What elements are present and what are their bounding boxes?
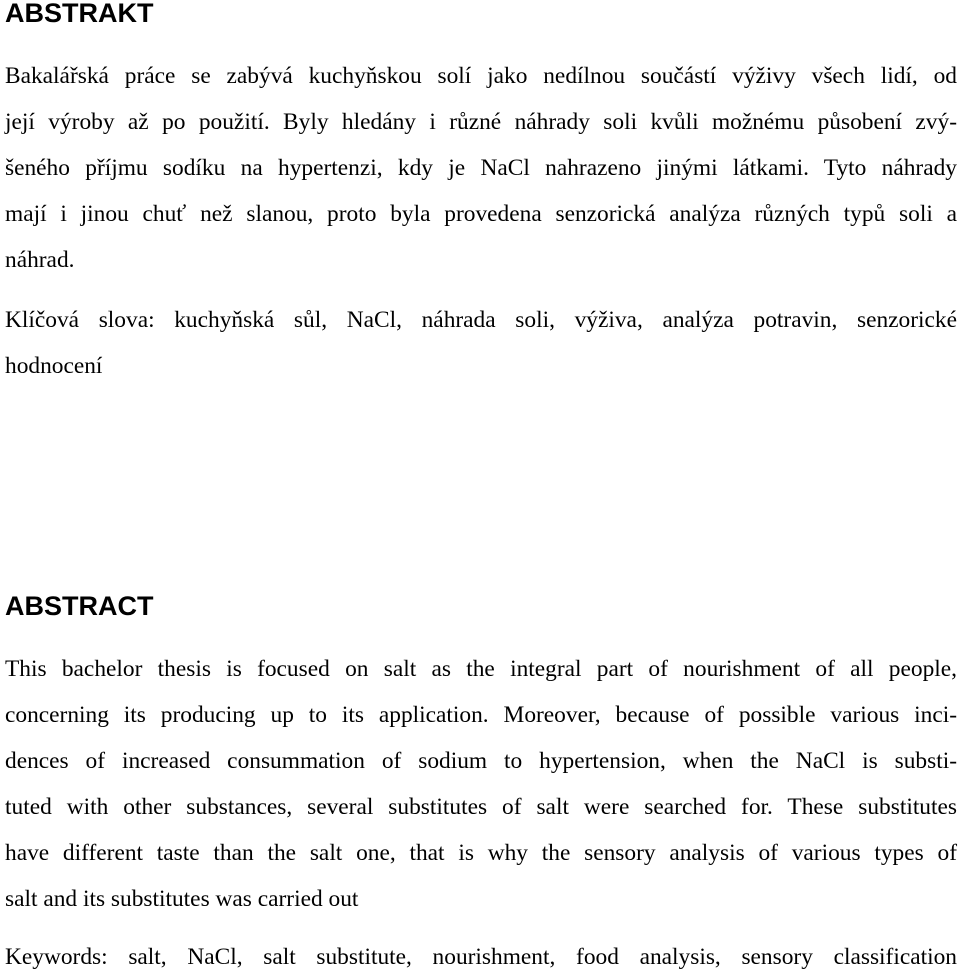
abstract-keywords: [5, 934, 957, 980]
abstract-paragraph: [5, 646, 957, 922]
abstrakt-keywords-line: hodnocení: [5, 353, 103, 379]
abstract-line: This bachelor thesis is focused on salt as the integral part of nourishment of all people,: [5, 656, 957, 682]
abstrakt-line: Bakalářská práce se zabývá kuchyňskou solí jako nedílnou součástí výživy všech lidí, od: [5, 63, 957, 89]
abstrakt-line: náhrad.: [5, 247, 75, 273]
abstract-line: dences of increased consummation of sodium to hypertension, when the NaCl is substi-: [5, 748, 957, 774]
abstrakt-heading: ABSTRAKT: [5, 0, 154, 28]
abstract-line: concerning its producing up to its application. Moreover, because of possible various inci-: [5, 702, 957, 728]
abstract-keywords-line: Keywords: salt, NaCl, salt substitute, nourishment, food analysis, sensory classification: [5, 944, 957, 970]
abstrakt-line: mají i jinou chuť než slanou, proto byla provedena senzorická analýza různých typů soli a: [5, 201, 957, 227]
abstrakt-keywords-line: Klíčová slova: kuchyňská sůl, NaCl, náhrada soli, výživa, analýza potravin, senzorické: [5, 307, 957, 333]
abstrakt-line: šeného příjmu sodíku na hypertenzi, kdy je NaCl nahrazeno jinými látkami. Tyto náhrady: [5, 155, 957, 181]
abstract-heading: ABSTRACT: [5, 591, 154, 621]
abstract-line: tuted with other substances, several substitutes of salt were searched for. These substitutes: [5, 794, 957, 820]
abstrakt-keywords: [5, 297, 957, 389]
abstrakt-paragraph: [5, 53, 957, 283]
abstrakt-line: její výroby až po použití. Byly hledány i různé náhrady soli kvůli možnému působení zvý-: [5, 109, 957, 135]
abstract-line: salt and its substitutes was carried out: [5, 886, 359, 912]
abstract-line: have different taste than the salt one, that is why the sensory analysis of various types of: [5, 840, 957, 866]
